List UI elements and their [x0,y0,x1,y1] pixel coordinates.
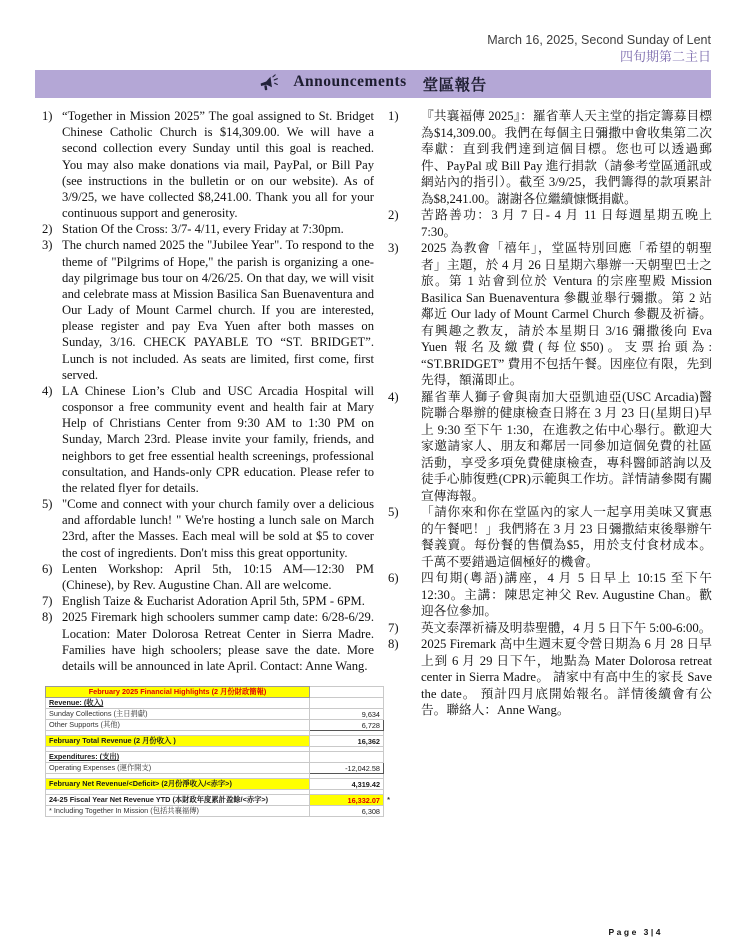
announcement-number: 2) [388,208,399,222]
row-label: * Including Together In Mission (包括共襄福傳) [46,806,310,817]
announcements-columns [42,108,712,817]
announcement-number: 8) [388,637,399,651]
row-value [310,709,384,720]
announcement-number: 6) [388,571,399,585]
announcement-text: “Together in Mission 2025” The goal assigned to St. Bridget Chinese Catholic Church is $14,309.00. We will have a second collection every Sunday until this goal is reached. You may also make donations via mail, PayPal, or Bill Pay (see instructions in the bulletin or on our website). As of 3/9/25, we have collected $8,241.00. Thank you all for your continuous support and generosity. [62,109,374,221]
table-title-spacer [310,687,384,698]
table-row [46,779,384,790]
announcement-item-en-6 [42,561,374,593]
date-line-english: March 16, 2025, Second Sunday of Lent [487,33,711,47]
announcement-text: 「請你來和你在堂區內的家人一起享用美味又實惠的午餐吧！」我們將在 3 月 23 日彌撒結束後舉辦午餐義賣。每份餐的售價為$5，用於支付食材成本。千萬不要錯過這個極好的機會。 [421,505,712,569]
announcement-item-en-2 [42,221,374,237]
table-row [46,698,384,709]
announcement-number: 4) [388,389,399,404]
announcement-number: 6) [42,561,53,576]
row-value [310,763,384,774]
announcement-number: 5) [388,505,399,519]
announcement-text: 英文泰澤祈禱及明恭聖體，4 月 5 日下午 5:00-6:00。 [421,620,712,635]
date-line-chinese: 四旬期第二主日 [619,48,711,64]
announcement-item-en-5 [42,496,374,561]
announcement-number: 1) [388,109,399,123]
announcement-number: 8) [42,610,53,625]
megaphone-icon [259,75,279,93]
announcement-item-zh-5 [388,504,712,570]
banner-title-chinese: 堂區報告 [422,77,487,94]
announcement-item-zh-6 [388,570,712,620]
table-row [46,806,384,817]
announcement-item-zh-4 [388,389,712,505]
table-row [46,709,384,720]
announcement-text: 2025 Firemark 高中生週末夏令營日期為 6 月 28 日早上到 6 月 29 日下午，地點為 Mater Dolorosa retreat center in Sierra Madre。 請家中有高中生的家長 Save the date。 預計四月底開始報名。詳情後續會有公告。聯絡人：Anne Wang。 [421,637,712,717]
announcement-text: 四旬期(粵語)講座，4 月 5 日早上 10:15 至下午 12:30。主講：陳思定神父 Rev. Augustine Chan。歡迎各位參加。 [421,571,712,618]
value-text: 6,308 [361,806,380,816]
announcement-text: LA Chinese Lion’s Club and USC Arcadia Hospital will cosponsor a free community event and health fair at Mary Help of Christians Center from 9:30 AM to 1:30 PM on Sunday, March 23rd. Please invite your family, friends, and neighbors to get free essential health screenings, professional consultation, and Hands-only CPR education. Please refer to the related flyer for details. [62,383,374,495]
table-row [46,763,384,774]
announcement-item-en-3 [42,237,374,383]
row-label: Sunday Collections (主日捐獻) [46,709,310,720]
announcement-number: 2) [42,222,53,237]
announcement-number: 7) [42,594,53,609]
announcements-banner [35,70,711,98]
financial-table [45,686,390,817]
announcements-chinese-list [388,108,712,719]
announcement-item-zh-8 [388,636,712,719]
announcement-item-en-4 [42,383,374,496]
announcement-number: 1) [42,109,53,123]
announcement-item-zh-7 [388,620,712,637]
announcement-item-en-1 [42,108,374,221]
banner-title-english: Announcements [293,73,407,90]
value-text: 6,728 [361,720,380,730]
announcement-text: 『共襄福傳 2025』：羅省華人天主堂的指定籌募目標為$14,309.00。我們在每個主日彌撒中會收集第二次奉獻：直到我們達到這個目標。您也可以透過郵件、PayPal 或 Bill Pay 進行捐款（請參考堂區通訊或網站內的指引）。截至 3/9/25，我們籌得的款項累計為$8,241.00。謝謝各位繼續慷慨捐獻。 [421,109,712,206]
announcement-number: 3) [388,241,399,255]
value-text: 16,332.07 [347,795,380,805]
announcement-text: The church named 2025 the "Jubilee Year". To respond to the theme of "Pilgrims of Hope," the parish is organizing a one-day pilgrimage bus tour on 4/26/25. On that day, we will visit and celebrate mass at Mission Basilica San Buenaventura and Our Lady of Mount Carmel church. If you are interested, please register and pay Eva Yuen after both masses on Sunday, 3/16. CHECK PAYABLE TO “ST. BRIDGET”. Lunch is not included. As seats are limited, first come, first served. [62,238,374,382]
row-value [310,698,384,709]
value-text: -12,042.58 [345,763,380,773]
announcement-item-en-8 [42,609,374,674]
row-value [310,806,384,817]
row-label: February Net Revenue/<Deficit> (2月份淨收入/<赤字>) [46,779,310,790]
announcements-english-list [42,108,374,674]
value-text: 16,362 [357,736,380,746]
banner-title [293,73,486,95]
financial-highlights-section [45,686,390,817]
announcement-text: 羅省華人獅子會與南加大亞凱迪亞(USC Arcadia)醫院聯合舉辦的健康檢查日將在 3 月 23 日(星期日)早上 9:30 至下午 1:30，在進教之佑中心舉行。歡迎大家邀請家人、朋友和鄰居一同參加這個免費的社區活動，享受多項免費健康檢查，專科醫師諮詢以及徒手心肺復甦(CPR)示範與工作坊。詳情請參閱有關宣傳海報。 [421,389,712,503]
table-row [46,795,384,806]
table-row [46,736,384,747]
row-value [310,752,384,763]
announcement-item-zh-2 [388,207,712,240]
announcement-item-en-7 [42,593,374,609]
row-label: Other Supports (其他) [46,720,310,731]
announcement-text: Station Of the Cross: 3/7- 4/11, every Friday at 7:30pm. [62,222,344,237]
table-row [46,720,384,731]
row-label: 24-25 Fiscal Year Net Revenue YTD (本財政年度累計盈餘/<赤字>) [46,795,310,806]
announcement-item-zh-1 [388,108,712,207]
announcement-number: 4) [42,383,53,398]
announcement-text: English Taize & Eucharist Adoration April 5th, 5PM - 6PM. [62,594,365,609]
row-value [310,736,384,747]
row-label: February Total Revenue (2 月份收入 ) [46,736,310,747]
announcement-item-zh-3 [388,240,712,389]
announcement-text: 2025 為教會「禧年」，堂區特別回應「希望的朝聖者」主題，於 4 月 26 日星期六舉辦一天朝聖巴士之旅。第 1 站會到位於 Ventura 的宗座聖殿 Mission Basilica San Buenaventura 參觀並舉行彌撒。第 2 站鄰近 Our lady of Mount Carmel Church 參觀及祈禱。有興趣之教友，請於本星期日 3/16 彌撒後向 Eva Yuen 報名及繳費(每位$50)。支票抬頭為: “ST.BRIDGET” 費用不包括午餐。因座位有限，先到先得，額滿即止。 [421,241,712,387]
announcements-chinese-column [388,108,712,817]
announcement-text: 苦路善功：3 月 7 日- 4 月 11 日每週星期五晚上 7:30。 [421,208,712,239]
announcements-english-column [42,108,390,817]
announcement-text: "Come and connect with your church family over a delicious and affordable lunch! " We're hosting a lunch sale on March 23rd, after the Masses. Each meal will be sold at $5 to cover the cost of ingredients. Don't miss this great opportunity. [62,497,374,560]
footnote-asterisk: * [387,795,390,805]
table-row [46,752,384,763]
value-text: 4,319.42 [351,779,380,789]
page-number: Page 3|4 [608,927,663,937]
announcement-number: 7) [388,620,399,635]
page-header [487,33,711,65]
table-title-row [46,687,384,698]
announcement-text: 2025 Firemark high schoolers summer camp date: 6/28-6/29. Location: Mater Dolorosa Retreat Center in Sierra Madre. Families have high schoolers; please save the date. More details will be announced in late April. Contact: Anne Wang. [62,610,374,673]
row-label: Revenue: (收入) [46,698,310,709]
row-label: Operating Expenses (運作開支) [46,763,310,774]
row-value [310,779,384,790]
row-label: Expenditures: (支出) [46,752,310,763]
announcement-text: Lenten Workshop: April 5th, 10:15 AM—12:30 PM (Chinese), by Rev. Augustine Chan. All are welcome. [62,561,374,592]
table-title: February 2025 Financial Highlights (2 月份財政簡報) [46,687,310,698]
announcement-number: 5) [42,497,53,512]
row-value [310,795,390,806]
announcement-number: 3) [42,238,53,253]
row-value [310,720,384,731]
value-text: 9,634 [361,709,380,719]
